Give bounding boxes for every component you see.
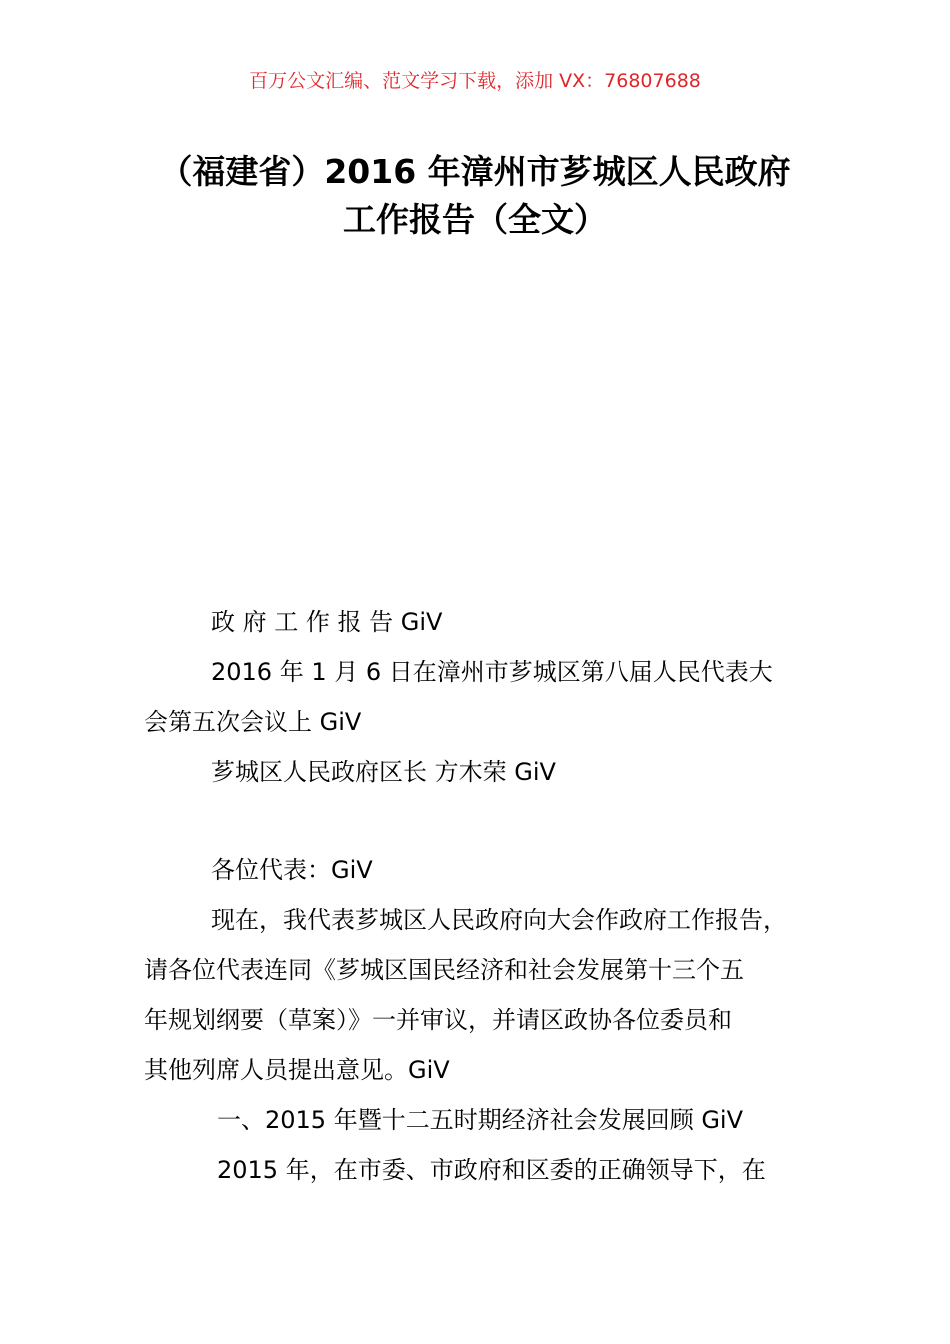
salutation: 各位代表：GiV — [211, 856, 373, 884]
body-line: 年规划纲要（草案）》一并审议，并请区政协各位委员和 — [144, 1006, 732, 1034]
body-line: 会第五次会议上 GiV — [144, 708, 362, 736]
body-line: 2015 年，在市委、市政府和区委的正确领导下，在 — [217, 1156, 766, 1184]
section-heading: 一、2015 年暨十二五时期经济社会发展回顾 GiV — [217, 1106, 744, 1134]
document-title-line-1: （福建省）2016 年漳州市芗城区人民政府 — [159, 152, 791, 191]
body-line: 请各位代表连同《芗城区国民经济和社会发展第十三个五 — [144, 956, 744, 984]
report-heading: 政 府 工 作 报 告 GiV — [211, 608, 443, 636]
body-line: 现在，我代表芗城区人民政府向大会作政府工作报告， — [211, 906, 787, 934]
download-notice: 百万公文汇编、范文学习下载，添加 VX：76807688 — [249, 70, 701, 92]
body-line: 其他列席人员提出意见。GiV — [144, 1056, 450, 1084]
document-title-line-2: 工作报告（全文） — [343, 200, 607, 239]
body-line: 2016 年 1 月 6 日在漳州市芗城区第八届人民代表大 — [211, 658, 773, 686]
author-line: 芗城区人民政府区长 方木荣 GiV — [211, 758, 556, 786]
